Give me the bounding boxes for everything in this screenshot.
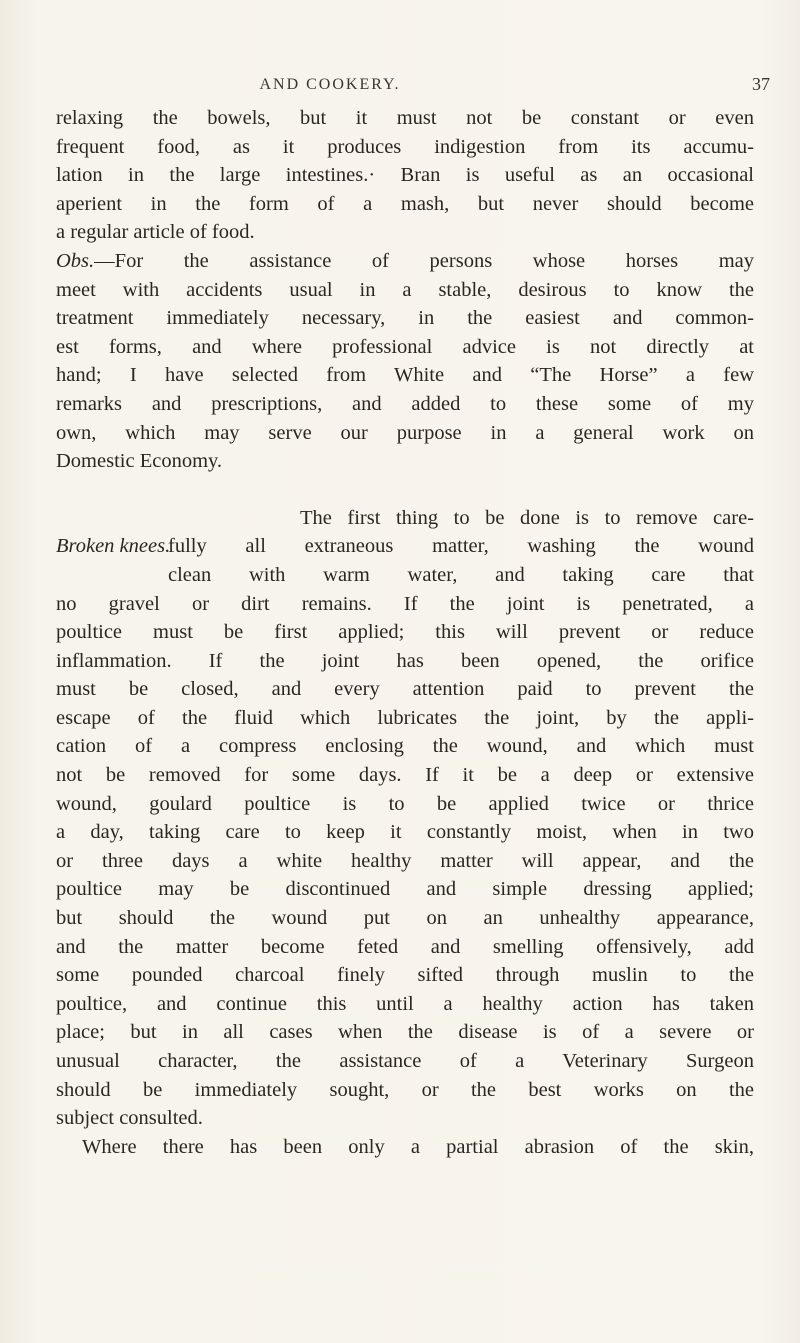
running-header: AND COOKERY. [259, 76, 401, 93]
sidenote-line [56, 532, 754, 561]
text-line: some pounded charcoal finely sifted through muslin to the [56, 964, 754, 987]
text-line: and the matter become feted and smelling offensively, add [56, 935, 754, 958]
text-line: poultice may be discontinued and simple dressing applied; [56, 878, 754, 901]
text-line: no gravel or dirt remains. If the joint is penetrated, a [56, 592, 754, 615]
text-line: or three days a white healthy matter will appear, and the [56, 849, 754, 872]
text-line: treatment immediately necessary, in the easiest and common- [56, 307, 754, 330]
text-line [56, 247, 754, 276]
text-line: should be immediately sought, or the best works on the [56, 1078, 754, 1101]
text-line: est forms, and where professional advice is not directly at [56, 335, 754, 358]
text-line: remarks and prescriptions, and added to these some of my [56, 392, 754, 415]
paragraph-bran [56, 104, 754, 247]
text-line: a day, taking care to keep it constantly moist, when in two [56, 821, 754, 844]
text-line: Domestic Economy. [56, 450, 223, 473]
text-line: lation in the large intestines.· Bran is useful as an occasional [56, 164, 754, 187]
text-line: subject consulted. [56, 1107, 203, 1130]
text-line: hand; I have selected from White and “The Horse” a few [56, 364, 754, 387]
text-line: Where there has been only a partial abrasion of the skin, [82, 1135, 754, 1158]
paragraph-abrasion [56, 1133, 754, 1162]
text-line: unusual character, the assistance of a Veterinary Surgeon [56, 1050, 754, 1072]
obs-label: Obs. [56, 249, 95, 272]
text-line: The first thing to be done is to remove care- [300, 506, 754, 529]
page-number: 37 [752, 74, 770, 94]
body-text [56, 104, 754, 1161]
text-line: relaxing the bowels, but it must not be constant or even [56, 107, 754, 129]
text-line: but should the wound put on an unhealthy appearance, [56, 907, 754, 930]
text-line: inflammation. If the joint has been opened, the orifice [56, 649, 754, 672]
text-line: not be removed for some days. If it be a deep or extensive [56, 764, 754, 787]
paragraph-obs [56, 247, 754, 476]
text-line: clean with warm water, and taking care that [168, 563, 754, 586]
text-line: own, which may serve our purpose in a general work on [56, 421, 754, 444]
text-line: wound, goulard poultice is to be applied twice or thrice [56, 792, 754, 815]
text-line: a regular article of food. [56, 221, 255, 244]
text-line: frequent food, as it produces indigestion from its accumu- [56, 135, 754, 158]
text-line: cation of a compress enclosing the wound, and which must [56, 735, 754, 758]
paragraph-broken-knees [56, 504, 754, 1133]
paragraph-spacer [56, 476, 754, 504]
text-line: fully all extraneous matter, washing the wound [168, 535, 754, 558]
text-line: escape of the fluid which lubricates the joint, by the appli- [56, 706, 754, 729]
text-line: poultice must be first applied; this will prevent or reduce [56, 621, 754, 644]
text-line: place; but in all cases when the disease is of a severe or [56, 1021, 754, 1044]
sidenote-broken-knees: Broken knees. [56, 535, 171, 558]
text-line: poultice, and continue this until a healthy action has taken [56, 992, 754, 1015]
obs-first-line: —For the assistance of persons whose horses may [94, 249, 754, 272]
text-line: meet with accidents usual in a stable, desirous to know the [56, 278, 754, 301]
text-line: aperient in the form of a mash, but never should become [56, 192, 754, 215]
text-line: must be closed, and every attention paid to prevent the [56, 678, 754, 701]
